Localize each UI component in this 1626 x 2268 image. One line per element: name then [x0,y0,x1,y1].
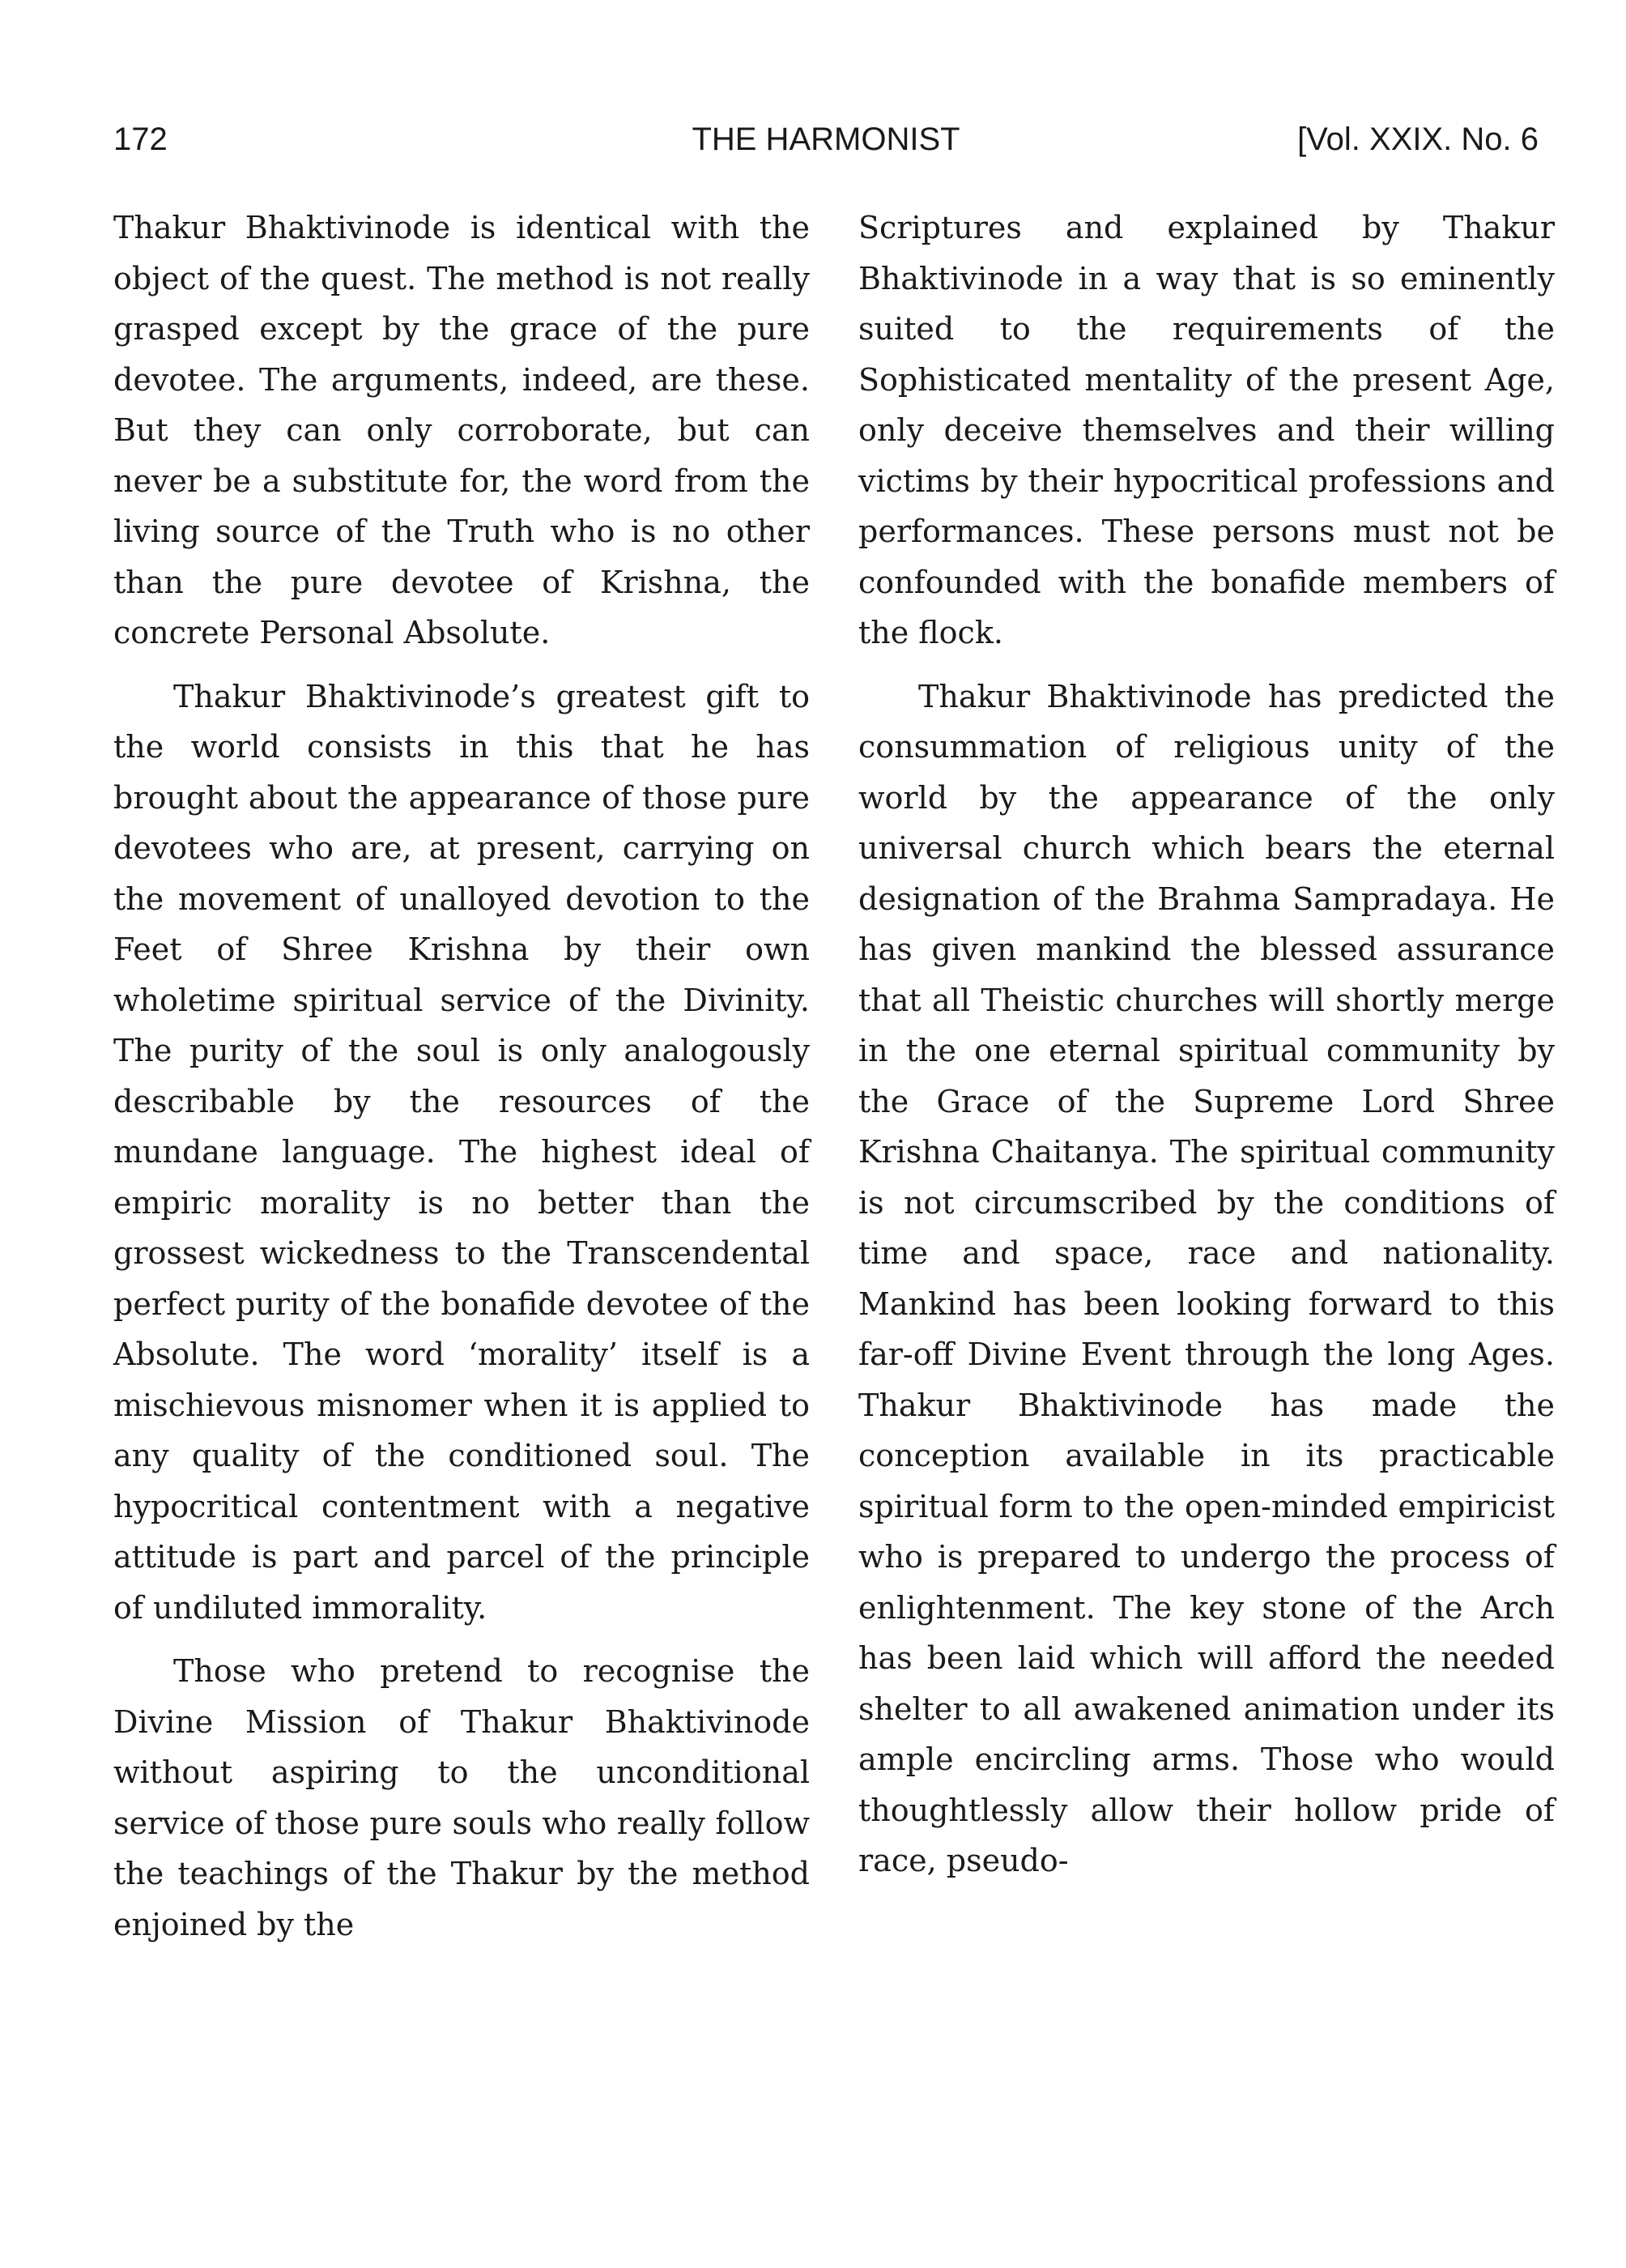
running-header [113,122,1539,178]
paragraph: Scriptures and explained by Thakur Bhaktivinode in a way that is so eminently suited to the requirements of the Sophisticated mentality of the present Age, only deceive themselves and their willing victims by their hypocritical professions and performances. These persons must not be confounded with the bonafide members of the flock. [858,210,1555,650]
paragraph: Thakur Bhaktivinode has predicted the consummation of religious unity of the world by the appearance of the only universal church which bears the eternal designation of the Brahma Sampradaya. He has given mankind the blessed assurance that all Theistic churches will shortly merge in the one eternal spiritual community by the Grace of the Supreme Lord Shree Krishna Chaitanya. The spiritual community is not circumscribed by the conditions of time and space, race and nationality. Mankind has been looking forward to this far-off Divine Event through the long Ages. Thakur Bhaktivinode has made the conception available in its practicable spiritual form to the open-minded empiricist who is prepared to undergo the process of enlightenment. The key stone of the Arch has been laid which will afford the needed shelter to all awakened animation under its ample encircling arms. Those who would thoughtlessly allow their hollow pride of race, pseudo- [858,678,1555,1878]
page-number: 172 [113,122,168,157]
left-column [113,202,810,1963]
volume-issue: [Vol. XXIX. No. 6 [1297,122,1539,157]
paragraph: Thakur Bhaktivinode is identical with the object of the quest. The method is not really grasped except by the grace of the pure devotee. The arguments, indeed, are these. But they can only corroborate, but can never be a substitute for, the word from the living source of the Truth who is no other than the pure devotee of Krishna, the concrete Personal Absolute. [113,210,810,650]
paragraph: Those who pretend to recognise the Divine Mission of Thakur Bhaktivinode without aspiring to the unconditional service of those pure souls who really follow the teachings of the Thakur by the method enjoined by the [113,1653,810,1942]
right-column [858,202,1555,1899]
paragraph: Thakur Bhaktivinode’s greatest gift to the world consists in this that he has brought about the appearance of those pure devotees who are, at present, carrying on the movement of unalloyed devotion to the Feet of Shree Krishna by their own wholetime spiritual service of the Divinity. The purity of the soul is only analogously describable by the resources of the mundane language. The highest ideal of empiric morality is no better than the grossest wickedness to the Transcendental perfect purity of the bonafide devotee of the Absolute. The word ‘morality’ itself is a mischievous misnomer when it is applied to any quality of the conditioned soul. The hypocritical contentment with a negative attitude is part and parcel of the principle of undiluted immorality. [113,678,810,1626]
journal-title: THE HARMONIST [692,122,960,157]
